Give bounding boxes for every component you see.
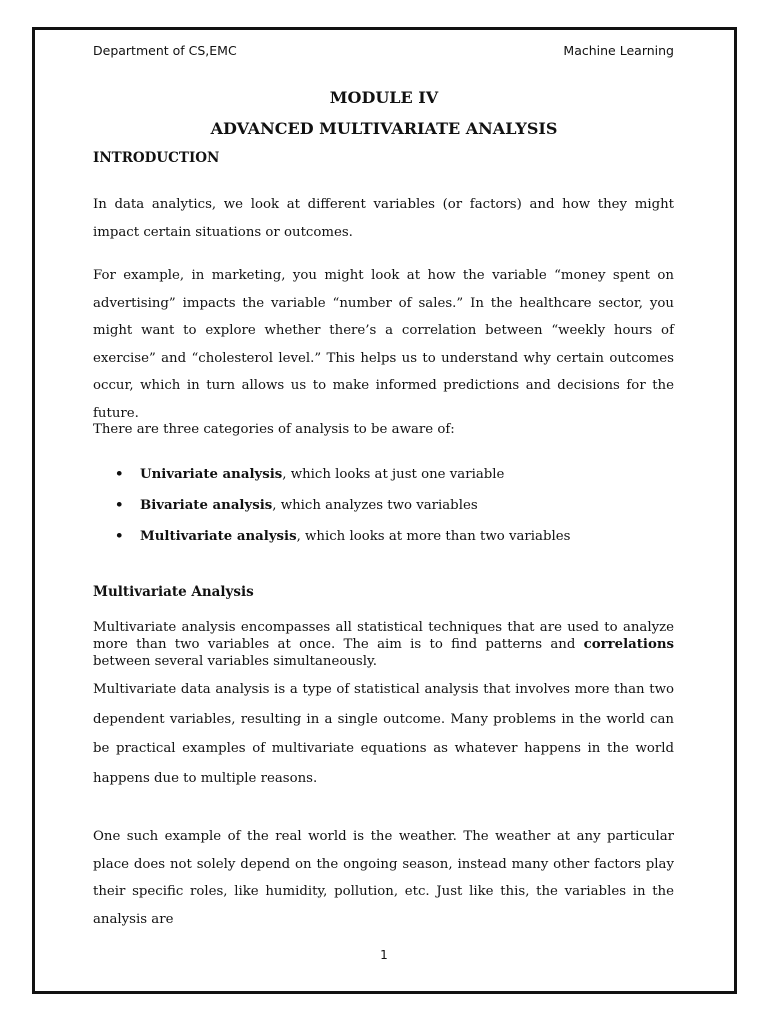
intro-paragraph-1: In data analytics, we look at different variables (or factors) and how they might impact certain situations or outcomes. [93,197,674,240]
category-desc: , which looks at just one variable [282,467,505,482]
multivariate-heading: Multivariate Analysis [93,584,254,600]
list-item [93,497,674,528]
multivariate-paragraph-3: One such example of the real world is the weather. The weather at any particular place does not solely depend on the ongoing season, instead many other factors play their specific roles, like humidity, pollution, etc. Just like this, the variables in the analysis are [93,829,674,927]
bullet-icon: • [115,498,124,513]
main-title: ADVANCED MULTIVARIATE ANALYSIS [210,119,558,138]
multivariate-paragraph-1 [93,619,674,670]
intro-paragraph-2: For example, in marketing, you might look at how the variable “money spent on advertising” impacts the variable “number of sales.” In the healthcare sector, you might want to explore whether there’s a correlation between “weekly hours of exercise” and “cholesterol level.” This helps us to understand why certain outcomes occur, which in turn allows us to make informed predictions and decisions for the future. [93,268,674,421]
intro-heading: INTRODUCTION [93,150,220,166]
category-desc: , which analyzes two variables [272,498,478,513]
category-name: Univariate analysis [140,467,283,482]
page-header [93,43,674,58]
multivariate-paragraph-2: Multivariate data analysis is a type of statistical analysis that involves more than two dependent variables, resulting in a single outcome. Many problems in the world can be practical examples of multivariate equations as whatever happens in the world happens due to multiple reasons. [93,682,674,786]
analysis-categories-list [93,466,674,559]
correlations-term: correlations [583,637,674,652]
header-course: Machine Learning [563,43,674,58]
category-name: Multivariate analysis [140,529,297,544]
bullet-icon: • [115,529,124,544]
mv-p1-text-end: between several variables simultaneously. [93,654,377,669]
category-name: Bivariate analysis [140,498,273,513]
page-number: 1 [380,948,388,962]
categories-intro: There are three categories of analysis to be aware of: [93,422,455,437]
bullet-icon: • [115,467,124,482]
list-item [93,466,674,497]
category-desc: , which looks at more than two variables [296,529,571,544]
header-department: Department of CS,EMC [93,43,237,58]
module-title: MODULE IV [329,88,439,107]
list-item [93,528,674,559]
mv-p1-text: Multivariate analysis encompasses all statistical techniques that are used to analyze more than two variables at once. The aim is to find patterns and [93,620,674,652]
